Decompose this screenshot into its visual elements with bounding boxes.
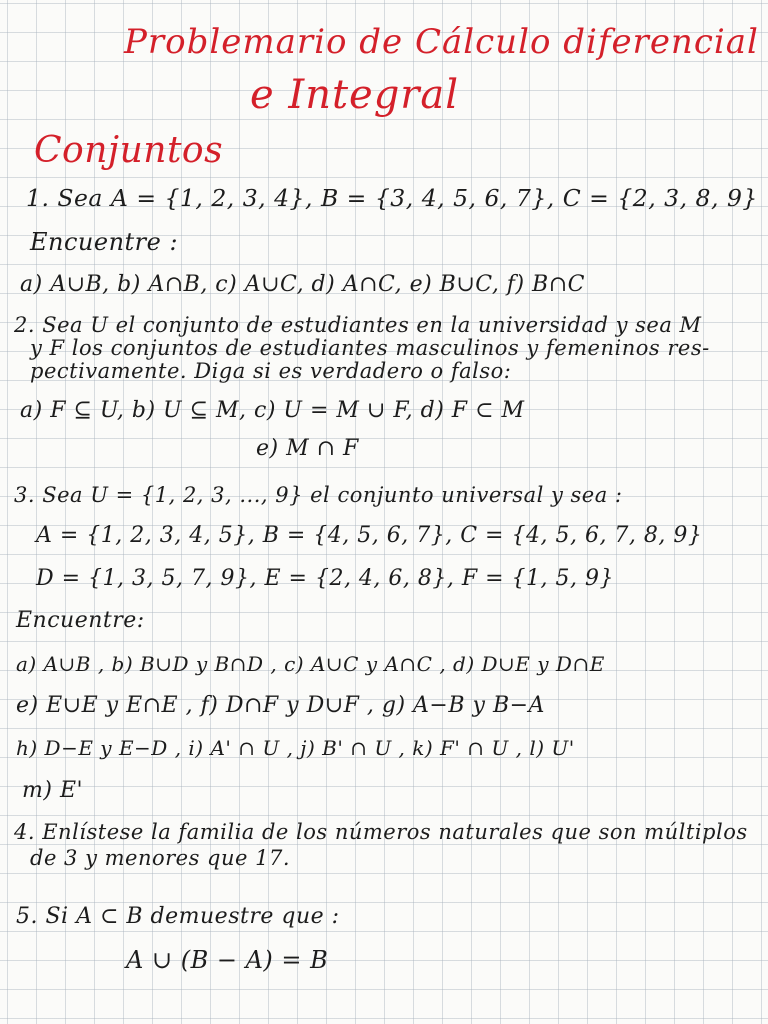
problem-3-row-m: m) E': [22, 778, 84, 803]
problem-3-sets-2: D = {1, 3, 5, 7, 9}, E = {2, 4, 6, 8}, F = {1, 5, 9}: [36, 566, 615, 591]
problem-3-row-h: h) D−E y E−D , i) A' ∩ U , j) B' ∩ U , k) F' ∩ U , l) U': [16, 736, 575, 760]
problem-3-sets-1: A = {1, 2, 3, 4, 5}, B = {4, 5, 6, 7}, C = {4, 5, 6, 7, 8, 9}: [36, 523, 703, 548]
problem-3-instruction: Encuentre:: [16, 608, 145, 633]
problem-1-parts: a) A∪B, b) A∩B, c) A∪C, d) A∩C, e) B∪C, f) B∩C: [20, 272, 585, 297]
problem-2-line-3: pectivamente. Diga si es verdadero o falso:: [30, 359, 512, 383]
problem-3-row-e: e) E∪E y E∩E , f) D∩F y D∪F , g) A−B y B−A: [16, 693, 545, 718]
problem-2-parts: a) F ⊆ U, b) U ⊆ M, c) U = M ∪ F, d) F ⊂ M: [20, 398, 525, 423]
problem-3-universe: 3. Sea U = {1, 2, 3, ..., 9} el conjunto universal y sea :: [14, 483, 623, 507]
problem-2-line-1: 2. Sea U el conjunto de estudiantes en la universidad y sea M: [14, 313, 702, 337]
problem-4-line-1: 4. Enlístese la familia de los números naturales que son múltiplos: [14, 820, 748, 844]
problem-4-line-2: de 3 y menores que 17.: [30, 846, 291, 870]
problem-1-instruction: Encuentre :: [30, 228, 179, 256]
page-title-line-1: Problemario de Cálculo diferencial: [124, 22, 759, 62]
problem-1-statement: 1. Sea A = {1, 2, 3, 4}, B = {3, 4, 5, 6, 7}, C = {2, 3, 8, 9}: [26, 184, 758, 212]
problem-2-line-2: y F los conjuntos de estudiantes masculinos y femeninos res-: [30, 336, 710, 360]
problem-5-formula: A ∪ (B − A) = B: [126, 946, 329, 974]
problem-5-statement: 5. Si A ⊂ B demuestre que :: [16, 904, 340, 929]
problem-3-row-a: a) A∪B , b) B∪D y B∩D , c) A∪C y A∩C , d) D∪E y D∩E: [16, 652, 605, 676]
page-title-line-2: e Integral: [250, 72, 460, 118]
section-heading: Conjuntos: [34, 130, 224, 171]
problem-2-part-e: e) M ∩ F: [256, 436, 359, 461]
